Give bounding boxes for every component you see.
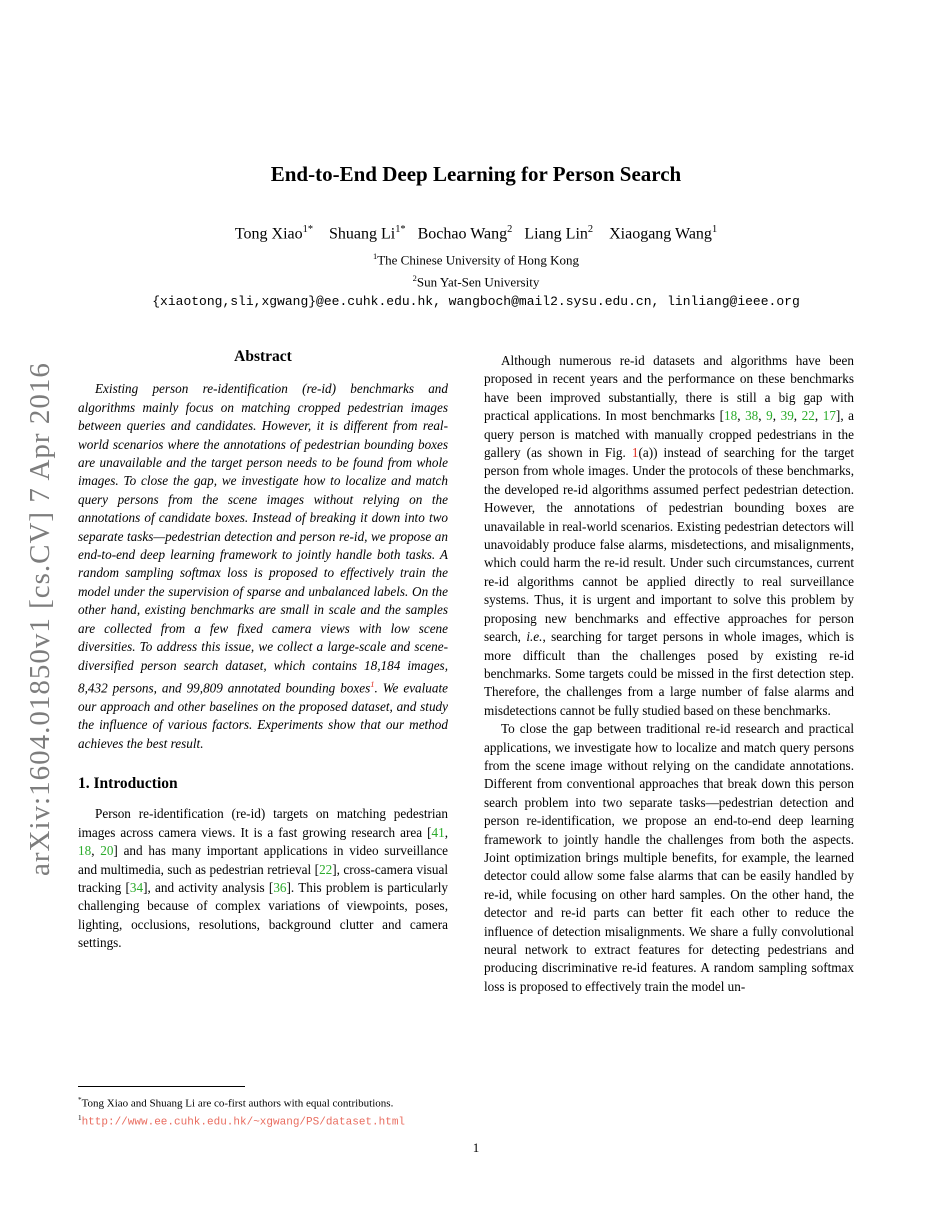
- text-segment: ,: [444, 824, 448, 840]
- superscript-label: 1: [372, 251, 378, 261]
- superscript-label: 2: [507, 224, 513, 235]
- superscript-label: *: [78, 1096, 82, 1104]
- page-number: 1: [472, 1140, 480, 1155]
- citation-link[interactable]: 20: [100, 843, 114, 859]
- text-segment: [593, 225, 609, 242]
- author-emails: {xiaotong,sli,xgwang}@ee.cuhk.edu.hk, wangboch@mail2.sysu.edu.cn, linliang@ieee.org: [152, 294, 800, 309]
- text-segment: Shuang Li: [329, 225, 396, 243]
- citation-link[interactable]: 9: [766, 408, 773, 424]
- text-segment: ,: [772, 408, 781, 424]
- text-segment: [313, 225, 329, 242]
- paper-title: End-to-End Deep Learning for Person Search: [270, 162, 682, 186]
- footnote-mark-label: 1: [78, 1114, 82, 1123]
- text-segment: ]. This problem is particularly challenging because of complex variations of viewpoints, poses, lighting, occlusions, resolutions, background clutter and camera settings.: [78, 879, 449, 951]
- superscript-label: 1: [711, 224, 718, 235]
- text-segment: ,: [758, 408, 767, 424]
- text-segment: ], a query person is matched with manually cropped pedestrians in the gallery (as shown in Fig.: [484, 408, 855, 461]
- text-segment: ,: [814, 408, 823, 424]
- citation-link[interactable]: 38: [745, 408, 759, 424]
- superscript-label: 1*: [395, 224, 406, 235]
- citation-link[interactable]: 18: [78, 843, 92, 859]
- section-heading-introduction: 1. Introduction: [78, 774, 178, 792]
- text-segment: , searching for target persons in whole images, which is more difficult than the challenges posed by existing re-id benchmarks. Some targets could be missed in the first detection step. Therefore, the challenges from a large number of false alarms and misdetections cannot be fully studied based on these benchmarks.: [484, 629, 854, 718]
- arxiv-watermark: arXiv:1604.01850v1 [cs.CV] 7 Apr 2016: [24, 362, 56, 876]
- abstract-text: [78, 380, 448, 753]
- text-segment: Person re-identification (re-id) targets on matching pedestrian images across camera views. It is a fast growing research area [: [78, 806, 448, 840]
- text-segment: To close the gap between traditional re-id research and practical applications, we investigate how to localize and match query persons from the scene image without relying on the candidate annotations. Different from conventional approaches that break down this person search problem into two separate tasks—pedestrian detection and person re-identification, we propose an end-to-end deep learning framework to jointly handle the challenges from both the aspects. Joint optimization brings multiple benefits, for example, the learned detector could allow some false alarms that can be easily handled by re-id, while focusing on other hard samples. On the other hand, the detector and re-id parts can better fit each other to reduce the influence of detection misalignments. We share a fully convolutional neural network to extract features for detecting pedestrians and producing discriminative re-id features. A random sampling softmax loss is proposed to effectively train the model un-: [484, 721, 854, 994]
- text-segment: Tong Xiao: [234, 225, 303, 243]
- right-paragraph-1: [484, 352, 854, 720]
- text-segment: ], and activity analysis [: [143, 879, 274, 895]
- text-segment: Although numerous re-id datasets and algorithms have been proposed in recent years and the performance on these benchmarks have been improved substantially, there is still a big gap with practical applications. In most benchmarks [: [484, 353, 854, 424]
- citation-link[interactable]: 18: [724, 408, 738, 424]
- citation-link[interactable]: 22: [319, 861, 333, 877]
- text-segment: ] and has many important applications in video surveillance and multimedia, such as pedestrian retrieval [: [78, 843, 448, 877]
- text-segment: Existing person re-identification (re-id) benchmarks and algorithms mainly focus on matching cropped pedestrian images between queries and candidates. However, it is different from real-world scenarios where the annotations of pedestrian bounding boxes are unavailable and the target person needs to be found from whole images. To close the gap, we investigate how to localize and match query persons from the scene images without relying on the annotations of candidate boxes. Instead of breaking it down into two separate tasks—pedestrian detection and person re-id, we propose an end-to-end deep learning framework to jointly handle both tasks. A random sampling softmax loss is proposed to effectively train the model under the supervision of sparse and unbalanced labels. On the other hand, existing benchmarks are small in scale and the samples are collected from a few fixed camera views with low scene diversities. To address this issue, we collect a large-scale and scene-diversified person search dataset, which contains 18,184 images, 8,432 persons, and 99,809 annotated bounding boxes: [78, 381, 448, 696]
- text-segment: ,: [793, 408, 802, 424]
- text-segment: The Chinese University of Hong Kong: [377, 252, 580, 268]
- text-segment: Bochao Wang: [417, 225, 508, 243]
- left-column: [78, 348, 448, 953]
- citation-link[interactable]: 41: [431, 824, 445, 840]
- footnotes-block: [78, 1086, 448, 1130]
- text-segment: ], cross-camera visual tracking [: [78, 861, 448, 895]
- superscript-label: 2: [412, 273, 417, 283]
- superscript-label: 1*: [302, 224, 314, 235]
- right-column: [484, 352, 854, 996]
- introduction-paragraph-1: [78, 805, 448, 952]
- right-paragraph-2: [484, 720, 854, 996]
- text-segment: Xiaogang Wang: [609, 225, 712, 243]
- superscript-label: 2: [587, 224, 594, 235]
- author-line: [0, 224, 952, 243]
- affiliation-1: [0, 251, 952, 268]
- text-segment: . We evaluate our approach and other baselines on the proposed dataset, and study the influence of various factors. Experiments show that our method achieves the best result.: [78, 680, 449, 751]
- text-segment: Liang Lin: [524, 225, 588, 243]
- text-segment: ,: [737, 408, 746, 424]
- footnote-dataset-url: [78, 1111, 448, 1130]
- figure-ref-link[interactable]: 1: [631, 445, 639, 461]
- citation-link[interactable]: 17: [822, 408, 836, 424]
- citation-link[interactable]: 34: [129, 879, 144, 895]
- footnote-coauthor: [78, 1093, 448, 1111]
- footnote-divider: [78, 1086, 245, 1087]
- citation-link[interactable]: 39: [780, 408, 794, 424]
- emphasis-text: i.e.: [526, 629, 543, 645]
- text-segment: [512, 225, 524, 242]
- text-segment: [406, 225, 418, 242]
- affiliation-2: [0, 273, 952, 290]
- text-segment: (a)) instead of searching for the target person from whole images. Under the protocols of these benchmarks, the developed re-id algorithms assumed perfect pedestrian detection. However, the annotations of pedestrian bounding boxes are unavailable in real-world scenarios. Existing pedestrian detectors will unavoidably produce false alarms, misdetections, and misalignments, which could harm the re-id result. Under such circumstances, current re-id algorithms cannot be applied directly to real surveillance systems. Thus, it is urgent and important to solve this problem by proposing new benchmarks and effective approaches for person search,: [484, 445, 854, 645]
- text-segment: Tong Xiao and Shuang Li are co-first authors with equal contributions.: [81, 1097, 394, 1110]
- text-segment: ,: [91, 843, 101, 859]
- citation-link[interactable]: 22: [801, 408, 815, 424]
- citation-link[interactable]: 36: [273, 879, 287, 895]
- url-link[interactable]: http://www.ee.cuhk.edu.hk/~xgwang/PS/dataset.html: [81, 1116, 406, 1129]
- footnote-mark-link[interactable]: 1: [370, 678, 375, 689]
- text-segment: Sun Yat-Sen University: [416, 274, 540, 290]
- abstract-heading: Abstract: [234, 348, 292, 365]
